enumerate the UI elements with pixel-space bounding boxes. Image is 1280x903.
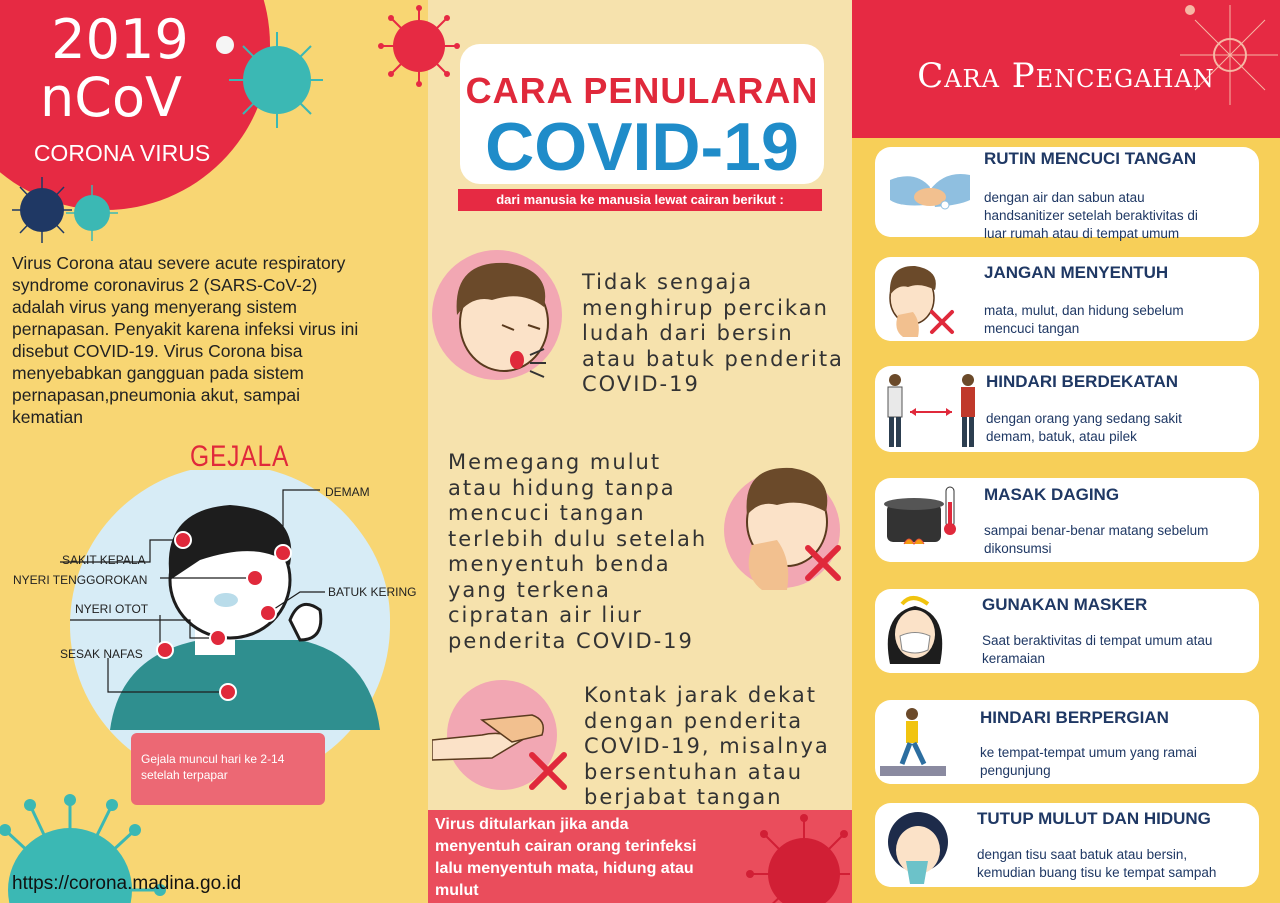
symptom-demam: DEMAM (325, 485, 370, 499)
card-2-desc (984, 302, 1184, 338)
walking-icon (880, 706, 950, 778)
intro-line: disebut COVID-19. Virus Corona bisa (12, 341, 303, 361)
penularan-bottom-text (435, 814, 765, 902)
penularan-item-1-line: Tidak sengaja (582, 270, 754, 294)
handwash-icon (885, 165, 973, 220)
intro-line: Virus Corona atau severe acute respiratory (12, 253, 346, 273)
card-1-desc-line: handsanitizer setelah beraktivitas di (984, 208, 1198, 223)
penularan-item-2-line: Memegang mulut (448, 450, 662, 474)
penularan-item-1 (582, 270, 844, 398)
penularan-item-1-line: menghirup percikan (582, 295, 829, 320)
cooking-pot-icon (882, 482, 964, 558)
penularan-item-3-line: Kontak jarak dekat (584, 683, 818, 707)
penularan-item-3 (584, 683, 830, 811)
penularan-item-2-line: terlebih dulu setelah (448, 526, 708, 551)
card-4-desc (984, 522, 1208, 558)
symptom-sesak-nafas: SESAK NAFAS (60, 647, 143, 661)
card-1-desc-line: luar rumah atau di tempat umum (984, 226, 1180, 241)
penularan-item-3-line: dengan penderita (584, 708, 804, 733)
gejala-note-line: setelah terpapar (141, 768, 228, 782)
title-corona-virus: CORONA VIRUS (33, 140, 211, 166)
penularan-item-1-line: ludah dari bersin (582, 321, 794, 345)
covid-title: COVID-19 (485, 109, 799, 185)
penularan-item-2-line: menyentuh benda (448, 552, 671, 576)
penularan-banner: dari manusia ke manusia lewat cairan berikut : (458, 189, 822, 211)
card-4-desc-line: sampai benar-benar matang sebelum (984, 523, 1209, 538)
penularan-item-2-line: yang terkena (448, 577, 611, 602)
gejala-note-line: Gejala muncul hari ke 2-14 (141, 752, 285, 766)
title-ncov: nCoV (40, 66, 182, 129)
card-1-desc (984, 189, 1198, 243)
card-2-desc-line: mata, mulut, dan hidung sebelum (984, 303, 1184, 318)
card-3-desc (986, 410, 1182, 446)
intro-paragraph (12, 252, 407, 428)
card-5-desc-line: Saat beraktivitas di tempat umum atau (982, 633, 1213, 648)
penularan-bottom-line: lalu menyentuh mata, hidung atau (435, 860, 694, 877)
penularan-item-2-line: atau hidung tanpa (448, 475, 676, 500)
card-3-desc-line: dengan orang yang sedang sakit (986, 411, 1182, 426)
intro-line: kematian (12, 407, 84, 427)
symptom-batuk-kering: BATUK KERING (328, 585, 417, 599)
intro-line: menyebabkan gangguan pada sistem (12, 363, 304, 383)
card-5-desc-line: keramaian (982, 651, 1046, 666)
penularan-item-3-line: berjabat tangan (584, 785, 783, 809)
penularan-item-2-line: mencuci tangan (448, 501, 646, 525)
penularan-item-1-line: COVID-19 (582, 372, 700, 396)
handshake-warning-icon (432, 680, 572, 800)
card-4-desc-line: dikonsumsi (984, 541, 1052, 556)
sneeze-face-icon (432, 245, 567, 385)
card-7-desc-line: dengan tisu saat batuk atau bersin, (977, 847, 1188, 862)
penularan-title: CARA PENULARAN (465, 70, 819, 111)
card-6-desc-line: pengunjung (980, 763, 1051, 778)
intro-line: adalah virus yang menyerang sistem (12, 297, 298, 317)
card-1-desc-line: dengan air dan sabun atau (984, 190, 1145, 205)
penularan-item-3-line: COVID-19, misalnya (584, 734, 830, 758)
website-url[interactable]: https://corona.madina.go.id (12, 873, 242, 894)
red-virus-icon (378, 5, 460, 87)
pencegahan-title: Cara Pencegahan (917, 56, 1215, 96)
card-2-desc-line: mencuci tangan (984, 321, 1080, 336)
penularan-bottom-line: Virus ditularkan jika anda (435, 816, 629, 833)
penularan-item-2-line: cipratan air liur (448, 603, 643, 627)
intro-line: pernapasan,pneumonia akut, sampai (12, 385, 300, 405)
card-5-title: GUNAKAN MASKER (982, 595, 1148, 614)
card-6-title: HINDARI BERPERGIAN (980, 708, 1169, 727)
card-7-title: TUTUP MULUT DAN HIDUNG (977, 809, 1211, 828)
penularan-bottom-line: menyentuh cairan orang terinfeksi (435, 838, 697, 855)
card-3-title: HINDARI BERDEKATAN (986, 372, 1179, 391)
tissue-icon (878, 806, 958, 886)
card-2-title: JANGAN MENYENTUH (984, 263, 1169, 282)
symptom-nyeri-otot: NYERI OTOT (75, 602, 149, 616)
symptom-sakit-kepala: SAKIT KEPALA (62, 553, 146, 567)
card-4-title: MASAK DAGING (984, 485, 1120, 504)
card-7-desc-line: kemudian buang tisu ke tempat sampah (977, 865, 1217, 880)
card-3-desc-line: demam, batuk, atau pilek (986, 429, 1137, 444)
virus-small-cluster-icon (10, 175, 120, 245)
symptom-illustration (0, 470, 428, 770)
intro-line: pernapasan. Penyakit karena infeksi virus ini (12, 319, 359, 339)
intro-line: syndrome coronavirus 2 (SARS-CoV-2) (12, 275, 318, 295)
penularan-bottom-line: mulut (435, 882, 479, 899)
penularan-item-1-line: atau batuk penderita (582, 346, 844, 371)
card-6-desc (980, 744, 1197, 780)
face-touch-warning-icon (722, 460, 848, 590)
card-1-title: RUTIN MENCUCI TANGAN (984, 149, 1197, 168)
penularan-item-2-line: penderita COVID-19 (448, 628, 694, 653)
left-panel (0, 0, 428, 903)
card-5-desc (982, 632, 1212, 668)
card-7-desc (977, 846, 1216, 882)
gejala-title: GEJALA (190, 440, 290, 473)
penularan-item-2 (448, 450, 707, 654)
symptom-nyeri-tenggorokan: NYERI TENGGOROKAN (13, 573, 148, 587)
face-touch-icon (880, 260, 960, 338)
distance-icon (880, 372, 980, 450)
mask-icon (880, 594, 950, 670)
title-year: 2019 (51, 8, 189, 71)
card-6-desc-line: ke tempat-tempat umum yang ramai (980, 745, 1197, 760)
penularan-item-3-line: bersentuhan atau (584, 759, 804, 784)
